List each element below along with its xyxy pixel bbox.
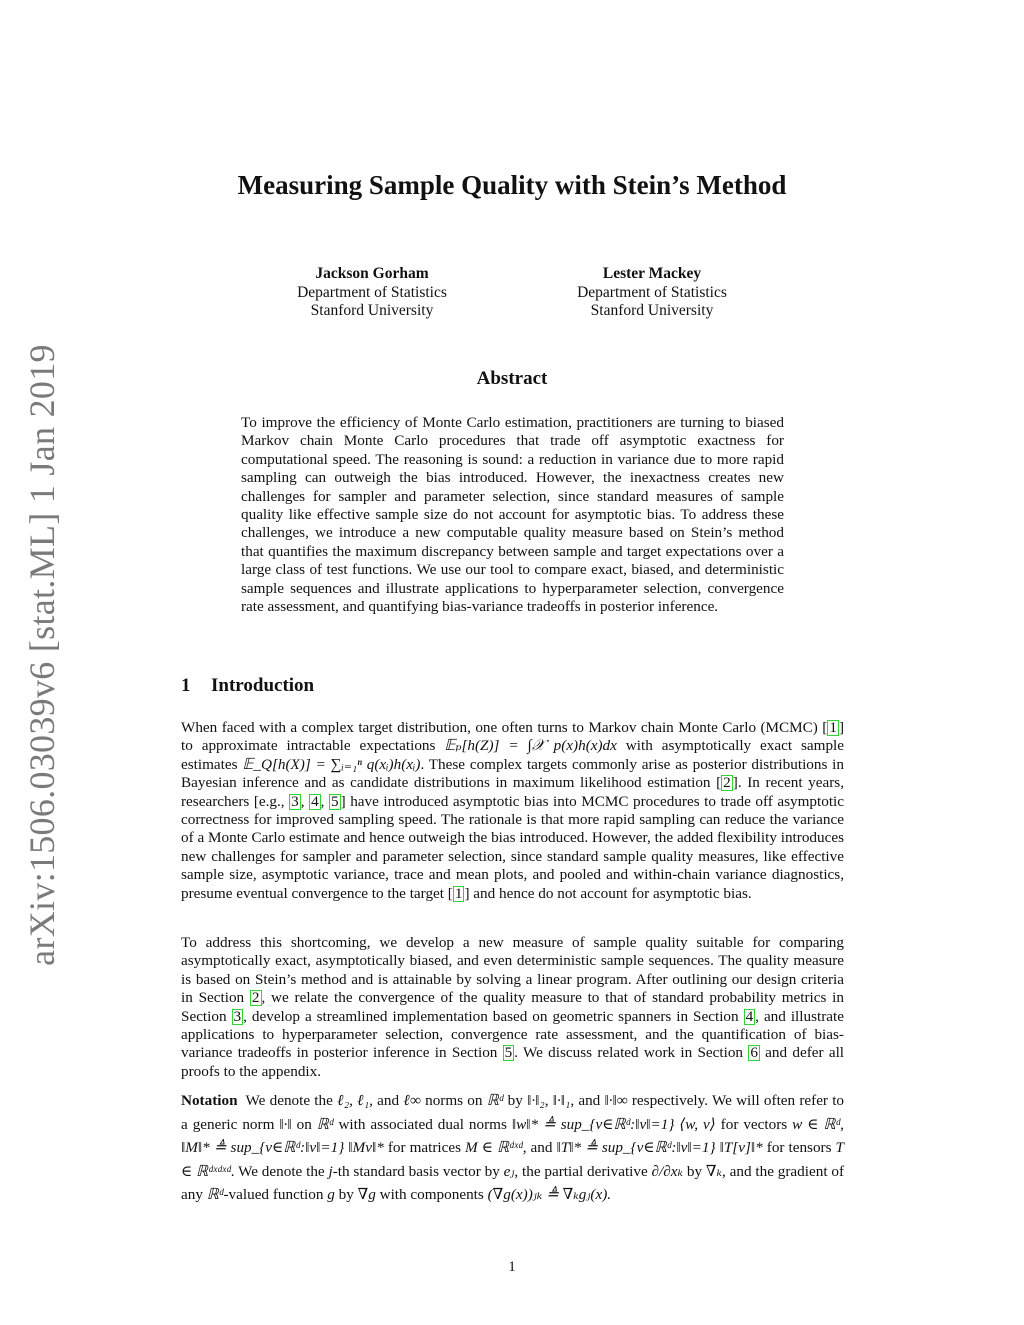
section-heading xyxy=(181,675,314,697)
citation-link[interactable]: 3 xyxy=(291,792,299,810)
abstract-text: To improve the efficiency of Monte Carlo estimation, practitioners are turning to biased Markov chain Monte Carlo procedures that trade off asymptotic exactness for computational speed. The reasoning is sound: a reduction in variance due to more rapid sampling can outweigh the bias introduced. However, the inexactness creates new challenges for sampler and parameter selection, since standard measures of sample quality like effective sample size do not account for asymptotic bias. To address these challenges, we introduce a new computable quality measure based on Stein’s method that quantifies the maximum discrepancy between sample and target expectations over a large class of test functions. We use our tool to compare exact, biased, and deterministic sample sequences and illustrate applications to hyperparameter selection, convergence rate assessment, and quantifying bias-variance tradeoffs in posterior inference. xyxy=(241,414,784,616)
section-link[interactable]: 6 xyxy=(750,1044,758,1062)
author-affiliation: Stanford University xyxy=(590,302,714,319)
arxiv-stamp xyxy=(22,344,63,966)
math-expression: 𝔼_Q[h(X)] = ∑ᵢ₌₁ⁿ q(xᵢ)h(xᵢ) xyxy=(242,755,421,773)
section-link[interactable]: 5 xyxy=(504,1044,513,1062)
abstract-heading: Abstract xyxy=(476,368,548,389)
math-expression: 𝔼ₚ[h(Z)] = ∫𝒳 p(x)h(x)dx xyxy=(444,737,617,755)
author-block xyxy=(522,265,782,321)
intro-paragraph-1: When faced with a complex target distribution, one often turns to Markov chain Monte Carlo (MCMC) [ 1 ] to approximate intractable expectations 𝔼ₚ[h(Z)] = ∫𝒳 p(x)h(x)dx with asymptotically exact sample estimates 𝔼_Q[h(X)] = ∑ᵢ₌₁ⁿ q(xᵢ)h(xᵢ). These complex targets commonly arise as posterior distributions in Bayesian inference and as candidate distributions in maximum likelihood estimation [ 2 ]. In recent years, researchers [e.g., 3 , 4 , 5 ] have introduced asymptotic bias into MCMC procedures to trade off asymptotic correctness for improved sampling speed. The rationale is that more rapid sampling can reduce the variance of a Monte Carlo estimate and hence outweigh the bias introduced. However, the added flexibility introduces new challenges for sampler and parameter selection, since standard sample quality measures, like effective sample size, asymptotic variance, trace and mean plots, and pooled and within-chain variance diagnostics, presume eventual convergence to the target [ 1 ] and hence do not account for asymptotic bias. xyxy=(181,719,845,902)
citation-link[interactable]: 4 xyxy=(311,792,319,810)
arxiv-stamp-text: arXiv:1506.03039v6 [stat.ML] 1 Jan 2019 xyxy=(22,344,63,966)
citation-link[interactable]: 1 xyxy=(829,719,837,736)
notation-paragraph: Notation We denote the ℓ₂, ℓ₁, and ℓ∞ norms on ℝᵈ by ‖·‖₂, ‖·‖₁, and ‖·‖∞ respectively. We will often refer to a generic norm ‖·‖ on ℝᵈ with associated dual norms ‖w‖* ≜ sup_{v∈ℝᵈ:‖v‖=1} ⟨w, v⟩ for vectors w ∈ ℝᵈ, ‖M‖* ≜ sup_{v∈ℝᵈ:‖v‖=1} ‖Mv‖* for matrices M ∈ ℝᵈˣᵈ, and ‖T‖* ≜ sup_{v∈ℝᵈ:‖v‖=1} ‖T[v]‖* for tensors T ∈ ℝᵈˣᵈˣᵈ. We denote the j-th standard basis vector by eⱼ, the partial derivative ∂/∂xₖ by ∇ₖ, and the gradient of any ℝᵈ-valued function g by ∇g with components (∇g(x))ⱼₖ ≜ ∇ₖgⱼ(x). xyxy=(181,1092,845,1203)
citation-link[interactable]: 5 xyxy=(331,792,339,810)
citation-link[interactable]: 2 xyxy=(723,774,731,792)
author-affiliation: Stanford University xyxy=(310,302,434,319)
author-department: Department of Statistics xyxy=(297,283,447,301)
section-link[interactable]: 3 xyxy=(233,1007,242,1025)
author-department: Department of Statistics xyxy=(577,283,727,301)
citation-link[interactable]: 1 xyxy=(454,884,463,902)
section-number: 1 xyxy=(181,675,191,696)
paper-title: Measuring Sample Quality with Stein’s Method xyxy=(237,170,787,200)
intro-paragraph-2: To address this shortcoming, we develop a new measure of sample quality suitable for comparing asymptotically exact, asymptotically biased, and even deterministic sample sequences. The quality measure is based on Stein’s method and is attainable by solving a linear program. After outlining our design criteria in Section 2 , we relate the convergence of the quality measure to that of standard probability metrics in Section 3 , develop a streamlined implementation based on geometric spanners in Section 4 , and illustrate applications to hyperparameter selection, convergence rate assessment, and the quantification of bias-variance tradeoffs in posterior inference in Section 5 . We discuss related work in Section 6 and defer all proofs to the appendix. xyxy=(181,934,845,1080)
notation-label: Notation xyxy=(181,1092,238,1109)
author-name: Lester Mackey xyxy=(602,265,702,282)
author-block xyxy=(242,265,502,321)
section-title: Introduction xyxy=(211,675,315,696)
page-number: 1 xyxy=(508,1259,516,1275)
author-name: Jackson Gorham xyxy=(315,265,429,282)
section-link[interactable]: 2 xyxy=(251,989,260,1007)
section-link[interactable]: 4 xyxy=(745,1007,754,1025)
